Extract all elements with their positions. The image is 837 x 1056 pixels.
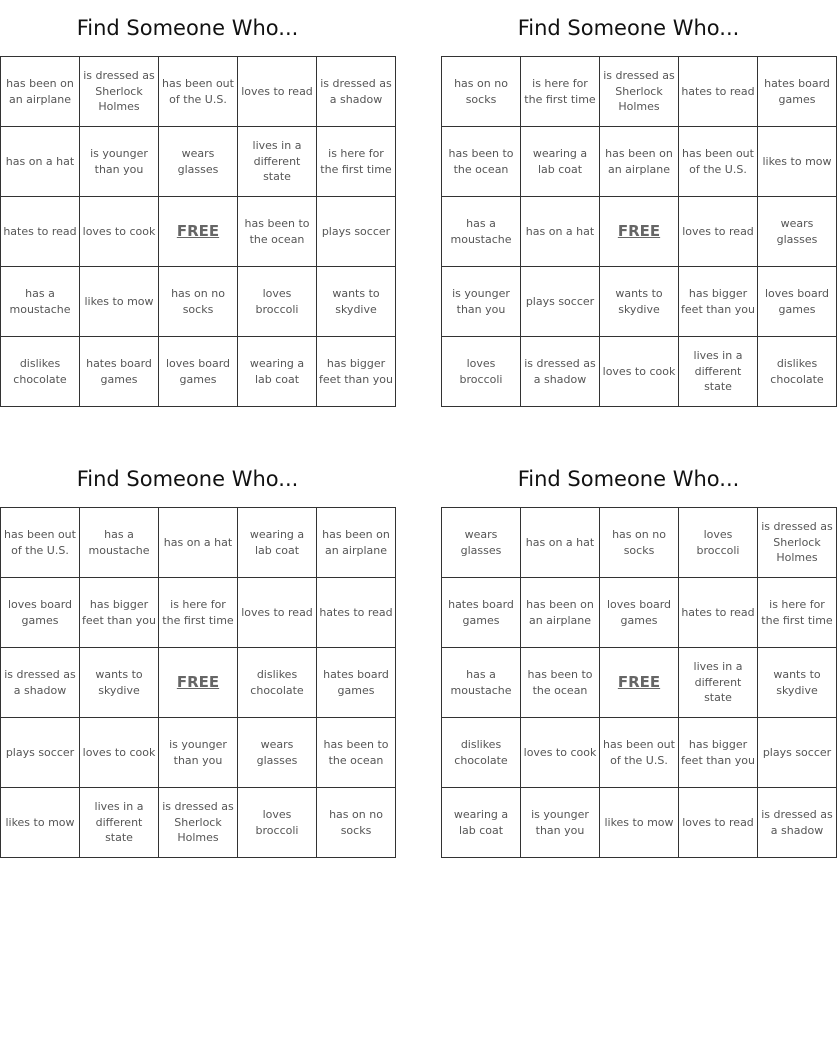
grid-cell: has on a hat <box>159 508 238 578</box>
grid-cell: loves to read <box>238 57 317 127</box>
grid-cell: wears glasses <box>238 718 317 788</box>
grid-cell: is dressed as Sherlock Holmes <box>80 57 159 127</box>
grid-cell: has a moustache <box>442 197 521 267</box>
grid-cell: has been to the ocean <box>521 648 600 718</box>
grid-cell: lives in a different state <box>679 648 758 718</box>
grid-row <box>442 267 837 337</box>
grid-cell: has a moustache <box>442 648 521 718</box>
grid-cell: is dressed as a shadow <box>317 57 396 127</box>
card-title: Find Someone Who... <box>517 16 740 40</box>
grid-cell: wants to skydive <box>317 267 396 337</box>
grid-cell: has on no socks <box>600 508 679 578</box>
grid-cell: wearing a lab coat <box>238 508 317 578</box>
grid-cell: is dressed as Sherlock Holmes <box>600 57 679 127</box>
grid-cell: loves to cook <box>80 197 159 267</box>
grid-cell: is dressed as Sherlock Holmes <box>758 508 837 578</box>
grid-cell: has on no socks <box>317 788 396 858</box>
grid-cell: dislikes chocolate <box>442 718 521 788</box>
grid-row <box>442 508 837 578</box>
free-space-cell: FREE <box>159 648 238 718</box>
grid-cell: has bigger feet than you <box>317 337 396 407</box>
grid-row <box>1 267 396 337</box>
grid-cell: loves broccoli <box>238 267 317 337</box>
grid-cell: wearing a lab coat <box>442 788 521 858</box>
grid-cell: lives in a different state <box>679 337 758 407</box>
grid-cell: is dressed as a shadow <box>758 788 837 858</box>
grid-cell: loves board games <box>600 578 679 648</box>
bingo-card <box>441 451 833 858</box>
grid-cell: loves to cook <box>600 337 679 407</box>
grid-row <box>1 337 396 407</box>
grid-cell: has on a hat <box>521 197 600 267</box>
grid-row <box>1 578 396 648</box>
grid-cell: is dressed as Sherlock Holmes <box>159 788 238 858</box>
grid-cell: has been out of the U.S. <box>600 718 679 788</box>
grid-cell: loves broccoli <box>442 337 521 407</box>
grid-cell: likes to mow <box>600 788 679 858</box>
grid-cell: loves broccoli <box>238 788 317 858</box>
free-space-cell: FREE <box>600 648 679 718</box>
grid-row <box>442 788 837 858</box>
grid-cell: has been to the ocean <box>238 197 317 267</box>
grid-cell: has on a hat <box>521 508 600 578</box>
grid-row <box>1 197 396 267</box>
grid-cell: loves to cook <box>80 718 159 788</box>
free-space-cell: FREE <box>600 197 679 267</box>
grid-row <box>1 788 396 858</box>
grid-row <box>442 578 837 648</box>
grid-cell: has a moustache <box>1 267 80 337</box>
grid-cell: loves to read <box>238 578 317 648</box>
grid-cell: wears glasses <box>159 127 238 197</box>
grid-cell: has bigger feet than you <box>679 718 758 788</box>
grid-cell: is here for the first time <box>159 578 238 648</box>
grid-cell: is younger than you <box>442 267 521 337</box>
grid-cell: has been out of the U.S. <box>159 57 238 127</box>
card-title: Find Someone Who... <box>76 467 299 491</box>
grid-row <box>442 648 837 718</box>
grid-cell: likes to mow <box>758 127 837 197</box>
grid-cell: is younger than you <box>80 127 159 197</box>
grid-cell: likes to mow <box>80 267 159 337</box>
grid-cell: dislikes chocolate <box>1 337 80 407</box>
grid-cell: likes to mow <box>1 788 80 858</box>
grid-cell: has a moustache <box>80 508 159 578</box>
card-title: Find Someone Who... <box>76 16 299 40</box>
grid-row <box>442 127 837 197</box>
grid-cell: has on a hat <box>1 127 80 197</box>
grid-cell: wearing a lab coat <box>238 337 317 407</box>
grid-cell: plays soccer <box>521 267 600 337</box>
bingo-grid <box>0 507 396 858</box>
bingo-grid <box>0 56 396 407</box>
grid-cell: has on no socks <box>442 57 521 127</box>
grid-row <box>1 127 396 197</box>
grid-cell: hates board games <box>317 648 396 718</box>
grid-cell: has on no socks <box>159 267 238 337</box>
grid-row <box>1 648 396 718</box>
bingo-card <box>0 0 393 407</box>
bingo-card <box>0 451 393 858</box>
grid-cell: hates to read <box>679 578 758 648</box>
grid-cell: is here for the first time <box>758 578 837 648</box>
grid-cell: is dressed as a shadow <box>1 648 80 718</box>
grid-cell: is younger than you <box>521 788 600 858</box>
grid-cell: wants to skydive <box>80 648 159 718</box>
grid-cell: loves board games <box>159 337 238 407</box>
grid-cell: has bigger feet than you <box>679 267 758 337</box>
grid-cell: loves to cook <box>521 718 600 788</box>
grid-cell: hates board games <box>80 337 159 407</box>
grid-cell: has bigger feet than you <box>80 578 159 648</box>
grid-cell: loves to read <box>679 197 758 267</box>
card-title: Find Someone Who... <box>517 467 740 491</box>
grid-cell: dislikes chocolate <box>758 337 837 407</box>
grid-cell: plays soccer <box>1 718 80 788</box>
free-space-cell: FREE <box>159 197 238 267</box>
bingo-grid <box>441 507 837 858</box>
grid-cell: loves broccoli <box>679 508 758 578</box>
grid-cell: lives in a different state <box>238 127 317 197</box>
grid-row <box>1 57 396 127</box>
grid-row <box>1 718 396 788</box>
grid-cell: has been on an airplane <box>600 127 679 197</box>
grid-cell: is here for the first time <box>521 57 600 127</box>
grid-cell: has been to the ocean <box>442 127 521 197</box>
grid-cell: loves board games <box>758 267 837 337</box>
bingo-card <box>441 0 832 407</box>
grid-row <box>442 718 837 788</box>
grid-cell: loves to read <box>679 788 758 858</box>
grid-cell: wants to skydive <box>758 648 837 718</box>
grid-cell: plays soccer <box>317 197 396 267</box>
grid-cell: hates board games <box>758 57 837 127</box>
grid-row <box>1 508 396 578</box>
grid-cell: has been on an airplane <box>1 57 80 127</box>
grid-cell: has been out of the U.S. <box>1 508 80 578</box>
grid-cell: plays soccer <box>758 718 837 788</box>
grid-cell: lives in a different state <box>80 788 159 858</box>
grid-cell: is dressed as a shadow <box>521 337 600 407</box>
grid-cell: wearing a lab coat <box>521 127 600 197</box>
grid-cell: has been on an airplane <box>521 578 600 648</box>
grid-row <box>442 57 837 127</box>
grid-cell: hates board games <box>442 578 521 648</box>
grid-cell: wears glasses <box>758 197 837 267</box>
grid-cell: dislikes chocolate <box>238 648 317 718</box>
grid-cell: has been to the ocean <box>317 718 396 788</box>
grid-cell: has been out of the U.S. <box>679 127 758 197</box>
bingo-grid <box>441 56 837 407</box>
grid-row <box>442 197 837 267</box>
grid-cell: loves board games <box>1 578 80 648</box>
grid-cell: is younger than you <box>159 718 238 788</box>
grid-cell: has been on an airplane <box>317 508 396 578</box>
grid-cell: hates to read <box>317 578 396 648</box>
grid-cell: hates to read <box>1 197 80 267</box>
grid-cell: hates to read <box>679 57 758 127</box>
grid-cell: is here for the first time <box>317 127 396 197</box>
grid-cell: wants to skydive <box>600 267 679 337</box>
grid-cell: wears glasses <box>442 508 521 578</box>
grid-row <box>442 337 837 407</box>
